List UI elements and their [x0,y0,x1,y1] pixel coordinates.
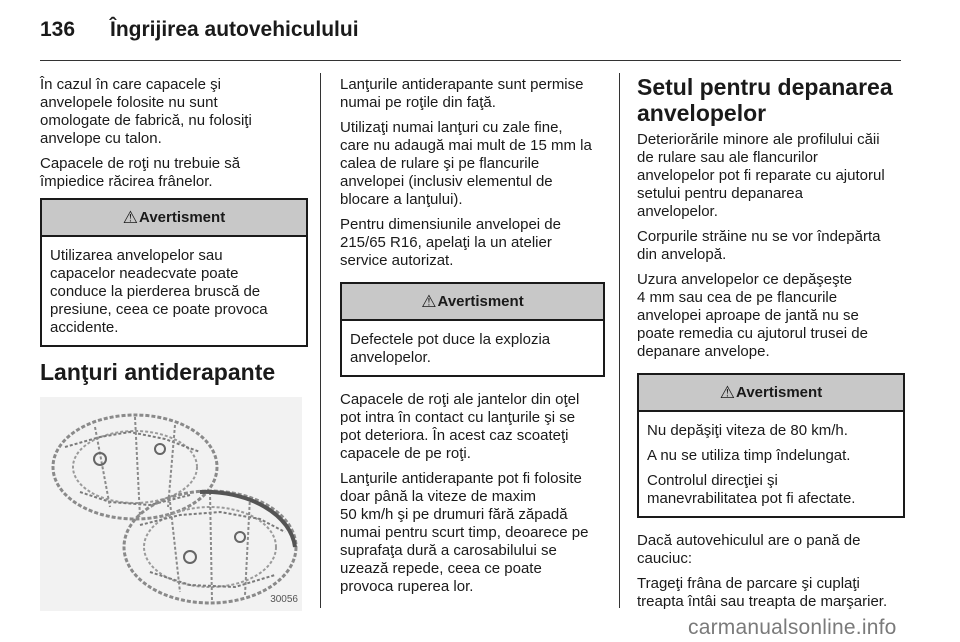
figure-code: 30056 [270,594,298,605]
warning-header [342,284,603,321]
paragraph: În cazul în care capacele şi anvelopele folosite nu sunt omologate de fabrică, nu folosiţi anvelope cu talon. [40,76,252,147]
warning-box [637,373,905,518]
warning-text: Utilizarea anvelopelor sau capacelor neadecvate poate conduce la pierderea bruscă de presiune, ceea ce poate provoca accidente. [50,247,268,336]
section-heading: Setul pentru depanarea anvelopelor [637,74,893,126]
warning-icon: ⚠ [719,382,736,402]
column-3 [637,74,905,618]
watermark-text: carmanualsonline.info [688,616,897,639]
header-divider [40,60,901,61]
warning-box [40,198,308,347]
warning-body [42,237,306,345]
paragraph: Pentru dimensiunile anvelopei de 215/65 R16, apelaţi la un atelier service autorizat. [340,216,561,269]
warning-text: Defectele pot duce la explozia anvelopelor. [350,331,551,366]
paragraph: Capacele de roţi ale jantelor din oţel pot intra în contact cu lanţurile şi se pot deteriora. În acest caz scoateţi capacele de pe roţi. [340,391,580,462]
warning-body [342,321,603,375]
snow-chains-icon [40,397,302,611]
paragraph: Utilizaţi numai lanţuri cu zale fine, care nu adaugă mai mult de 15 mm la calea de rulare şi pe flancurile anvelopei (inclusiv elementul de blocare a lanţului). [340,119,592,208]
paragraph: Corpurile străine nu se vor îndepărta din anvelopă. [637,228,881,263]
paragraph: Lanţurile antiderapante pot fi folosite doar până la viteze de maxim 50 km/h şi pe drumuri fără zăpadă numai pentru scurt timp, deoarece pe suprafaţa dură a carosabilului se uzează repede, ceea ce poate provoca ruperea lor. [340,470,589,595]
column-divider-1 [320,73,321,608]
paragraph: Lanţurile antiderapante sunt permise numai pe roţile din faţă. [340,76,584,111]
warning-text: Nu depăşiţi viteza de 80 km/h. [647,422,848,439]
warning-text: A nu se utiliza timp îndelungat. [647,447,851,464]
paragraph: Dacă autovehiculul are o pană de cauciuc: [637,532,861,567]
paragraph: Trageţi frâna de parcare şi cuplaţi treapta întâi sau treapta de marşarier. [637,575,888,610]
paragraph: Uzura anvelopelor ce depăşeşte 4 mm sau cea de pe flancurile anvelopei aproape de jantă nu se poate remedia cu ajutorul trusei de depanare anvelope. [637,271,868,360]
column-2 [340,76,605,603]
paragraph: Capacele de roţi nu trebuie să împiedice răcirea frânelor. [40,155,241,190]
warning-header [639,375,903,412]
warning-title: Avertisment [139,208,226,226]
warning-icon: ⚠ [122,207,139,227]
snow-chains-illustration [40,397,302,611]
column-1 [40,76,308,611]
warning-body [639,412,903,516]
warning-box [340,282,605,377]
page-header [40,12,900,52]
warning-text: Controlul direcţiei şi manevrabilitatea pot fi afectate. [647,472,856,507]
paragraph: Deteriorările minore ale profilului căii de rulare sau ale flancurilor anvelopelor pot fi reparate cu ajutorul setului pentru depanarea anvelopelor. [637,131,885,220]
warning-header [42,200,306,237]
warning-icon: ⚠ [421,291,437,311]
column-divider-2 [619,73,620,608]
section-heading: Lanţuri antiderapante [40,359,276,385]
page-number: 136 [40,18,76,41]
warning-title: Avertisment [437,292,524,310]
warning-title: Avertisment [736,383,823,401]
page-title: Îngrijirea autovehiculului [110,18,359,41]
